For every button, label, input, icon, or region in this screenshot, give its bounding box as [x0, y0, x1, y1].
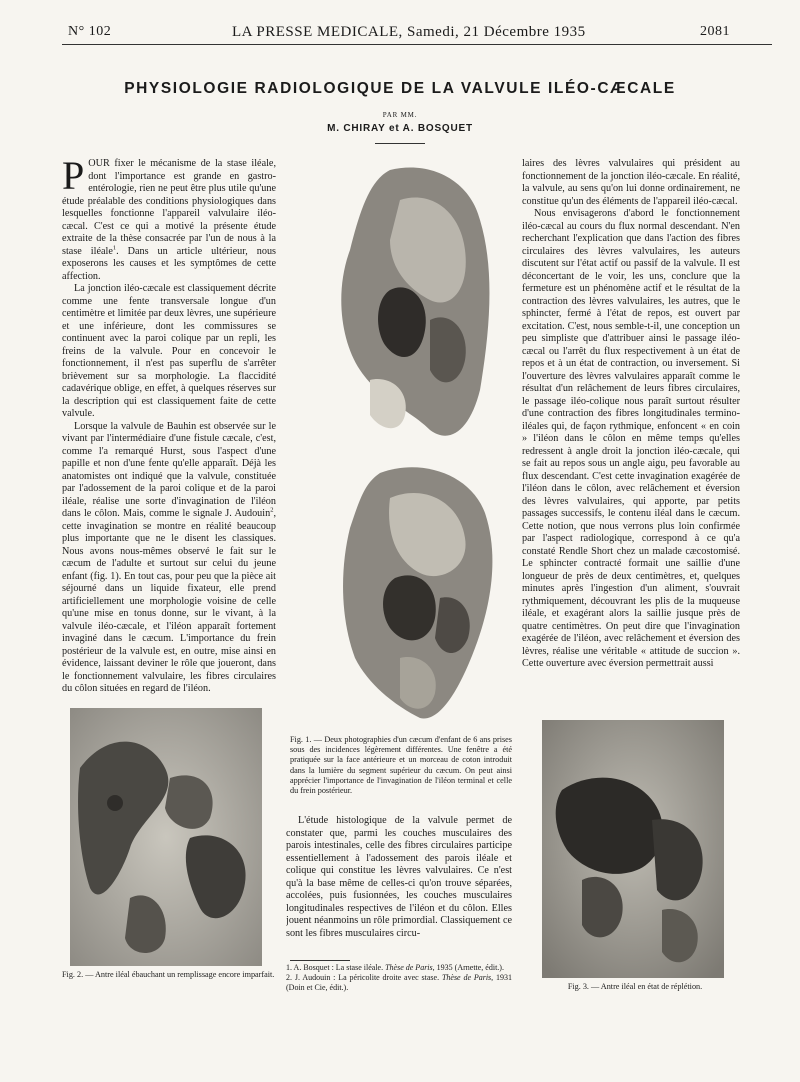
footnote-2: [286, 973, 512, 993]
drop-cap: P: [62, 158, 85, 198]
footnote-2-text: : La péricolite droite avec stase.: [330, 973, 442, 982]
footnote-rule: [290, 960, 350, 961]
issue-date: Samedi, 21 Décembre 1935: [407, 24, 586, 40]
footnote-ref-1: 1: [112, 244, 117, 252]
paragraph-2: La jonction iléo-cæcale est classiquement décrite comme une fente transversale longue d'un centimètre et limitée par deux lèvres, une supérieure et une inférieure, dont les commissures se continuent avec la paroi colique par un repli, les freins de la valvule. Pour en concevoir le fonctionnement, il n'est pas superflu de s'arrêter brièvement sur sa morphologie. La flaccidité cadavérique oblige, en effet, à quelques réserves sur la description qui est classiquement faite de cette valvule.: [62, 283, 276, 419]
figure-1-photo-top: [330, 160, 505, 450]
footnotes: [286, 963, 512, 993]
footnote-1: [286, 963, 512, 973]
column-1: [62, 158, 276, 714]
figure-2-radiograph: [70, 708, 262, 966]
header-rule: [62, 44, 772, 45]
histology-paragraph: L'étude histologique de la valvule permet de constater que, parmi les couches musculaires des parois intestinales, celle des fibres circulaires participe essentiellement à l'adossement des parois iléale et colique qui constitue les lèvres valvulaires. Ce n'est qu'à la base même de celles-ci qu'on trouve séparées, accolées, puis fusionnées, les couches musculaires longitudinales respectives de l'iléon et du côlon. Elles jouent néanmoins un rôle primordial. Classiquement ce sont les fibres musculaires circu-: [286, 815, 512, 939]
footnote-1-author: 1. A. Bosquet: [286, 963, 330, 972]
footnote-1-end: , 1935 (Arnette, édit.).: [432, 963, 504, 972]
article-title: PHYSIOLOGIE RADIOLOGIQUE DE LA VALVULE ILÉO-CÆCALE: [124, 80, 676, 97]
paragraph-3-end: , cette invagination se montre en réalité beaucoup plus importante que ne le disent les classiques. Nous avons nous-mêmes observé le fait sur le cæcum de l'adulte et surtout sur celui du jeune enfant (fig. 1). En tout cas, pour peu que la pièce ait séjourné dans un liquide fixateur, elle prend artificiellement une morphologie voisine de celle qu'une mise en tonus donne, sur le vivant, à la valvule iléo-cæcale, et l'iléon apparaît fortement invaginé dans le cæcum. L'importance du frein postérieur de la valvule est, en outre, mise ainsi en évidence, laissant deviner le rôle que joueront, dans le fonctionnement valvulaire, les fibres circulaires du côlon situées en regard de l'iléon.: [62, 508, 276, 694]
paragraph-3-text: Lorsque la valvule de Bauhin est observée sur le vivant par l'intermédiaire d'une fistule cæcale, c'est, comme l'a remarqué Hurst, sous l'aspect d'une papille et non d'une fente qu'elle apparaît. Déjà les anatomistes ont indiqué que la valvule, constituée par l'adossement de la paroi colique et de la paroi iléale, réalise une sorte d'invagination de l'iléon dans le côlon. Mais, comme le signale J. Audouin: [62, 420, 276, 519]
figure-1-photo-bottom: [330, 458, 505, 733]
column-3: [522, 158, 740, 720]
figure-3-caption: Fig. 3. — Antre iléal en état de réplétion.: [567, 982, 703, 991]
title-rule: [375, 143, 425, 144]
paragraph-1-text: OUR fixer le mécanisme de la stase iléale, dont l'importance est grande en gastro-entérologie, rien ne peut être plus utile qu'une étude préalable des conditions physiologiques dans lesquelles fonctionne l'appareil valvulaire iléo-cæcal. C'est ce qui a motivé la présente étude extraite de la thèse consacrée par l'un de nous à la stase iléale: [62, 158, 276, 257]
paragraph-3: [62, 421, 276, 696]
figure-1-caption: Fig. 1. — Deux photographies d'un cæcum d'enfant de 6 ans prises sous des incidences légèrement différentes. Une fenêtre a été pratiquée sur la face antérieure et un morceau de coton introduit dans la lumière du segment supérieur du cæcum. On peut ainsi apprécier l'importance de l'invagination de l'iléon terminal et celle du frein postérieur.: [290, 735, 512, 796]
footnote-ref-2: 2: [270, 506, 274, 514]
footnote-2-end: , 1931 (Doin et Cie, édit.).: [286, 973, 513, 992]
column-2: [286, 815, 512, 957]
issue-number: N° 102: [68, 24, 112, 39]
journal-title: LA PRESSE MEDICALE: [232, 24, 399, 40]
byline-prefix: PAR MM.: [382, 111, 418, 119]
figure-2-caption: Fig. 2. — Antre iléal ébauchant un remplissage encore imparfait.: [62, 970, 275, 979]
paragraph-1-end: . Dans un article ultérieur, nous exposerons les causes et les symptômes de cette affection.: [62, 245, 276, 282]
footnote-1-text: : La stase iléale.: [329, 963, 386, 972]
footnote-1-italic: Thèse de Paris: [385, 963, 433, 972]
col3-paragraph-2: Nous envisagerons d'abord le fonctionnement iléo-cæcal au cours du flux normal descendant. N'en recherchant l'explication que dans l'action des fibres circulaires des lèvres valvulaires, les auteurs discutent sur l'état actif ou passif de la valvule. Il est déconcertant de le voir, les uns, conclure que la fermeture est un phénomène actif et le résultat de la contraction des lèvres valvulaires, les autres, que le sphincter, fermé à l'état de repos, est ouvert par excitation. C'est, nous semble-t-il, une conception un peu simpliste que d'attribuer ainsi le passage iléo-cæcal ou l'arrêt du flux respectivement à un état de repos et à un état de contraction, ou inversement. Si l'ouverture des lèvres valvulaires apparaît comme le résultat d'un relâchement de leurs fibres circulaires, le passage iléo-colique nous paraît surtout résulter d'une contraction des fibres longitudinales termino-iléales qui, de façon rythmique, enfoncent « en coin » l'iléon dans le côlon en même temps qu'elles redressent à angle droit la jonction iléo-cæcale, qui se fait au repos sous un angle aigu, peu favorable au flux descendant. C'est cette invagination exagérée de l'iléon dans le côlon, avec relâchement et éversion des lèvres valvulaires, qui apporte, par petits passages successifs, le contenu iléal dans le cæcum. Cette notion, que nous verrons plus loin confirmée par l'aspect radiologique, correspond à ce qu'a constaté Rendle Short chez un malade cæcostomisé. Le sphincter contracté formait une saillie d'une longueur de près de deux centimètres, et, quelques minutes après l'ingestion d'un aliment, s'ouvrait rythmiquement, découvrant les plis de la muqueuse iléale, et exagérant alors la saillie jusque près de quatre centimètres. On peut dire que l'invagination exagérée de l'iléon, avec relâchement et éversion des lèvres, réalise une véritable « attitude de succion ». Cette ouverture avec éversion permettrait aussi: [522, 208, 740, 669]
paragraph-1: [62, 158, 276, 283]
journal-name: LA PRESSE MEDICALE, Samedi, 21 Décembre 1935: [232, 24, 586, 40]
article-authors: M. CHIRAY et A. BOSQUET: [327, 123, 473, 134]
footnote-2-italic: Thèse de Paris: [441, 973, 492, 982]
col3-paragraph-1: laires des lèvres valvulaires qui président au fonctionnement de la jonction iléo-cæcale. En réalité, la valvule, au sens qu'on lui donne ordinairement, ne constitue qu'un des éléments de l'appareil iléo-cæcal.: [522, 158, 740, 207]
page-number: 2081: [700, 24, 730, 39]
footnote-2-author: 2. J. Audouin: [286, 973, 331, 982]
figure-3-radiograph: [542, 720, 724, 978]
